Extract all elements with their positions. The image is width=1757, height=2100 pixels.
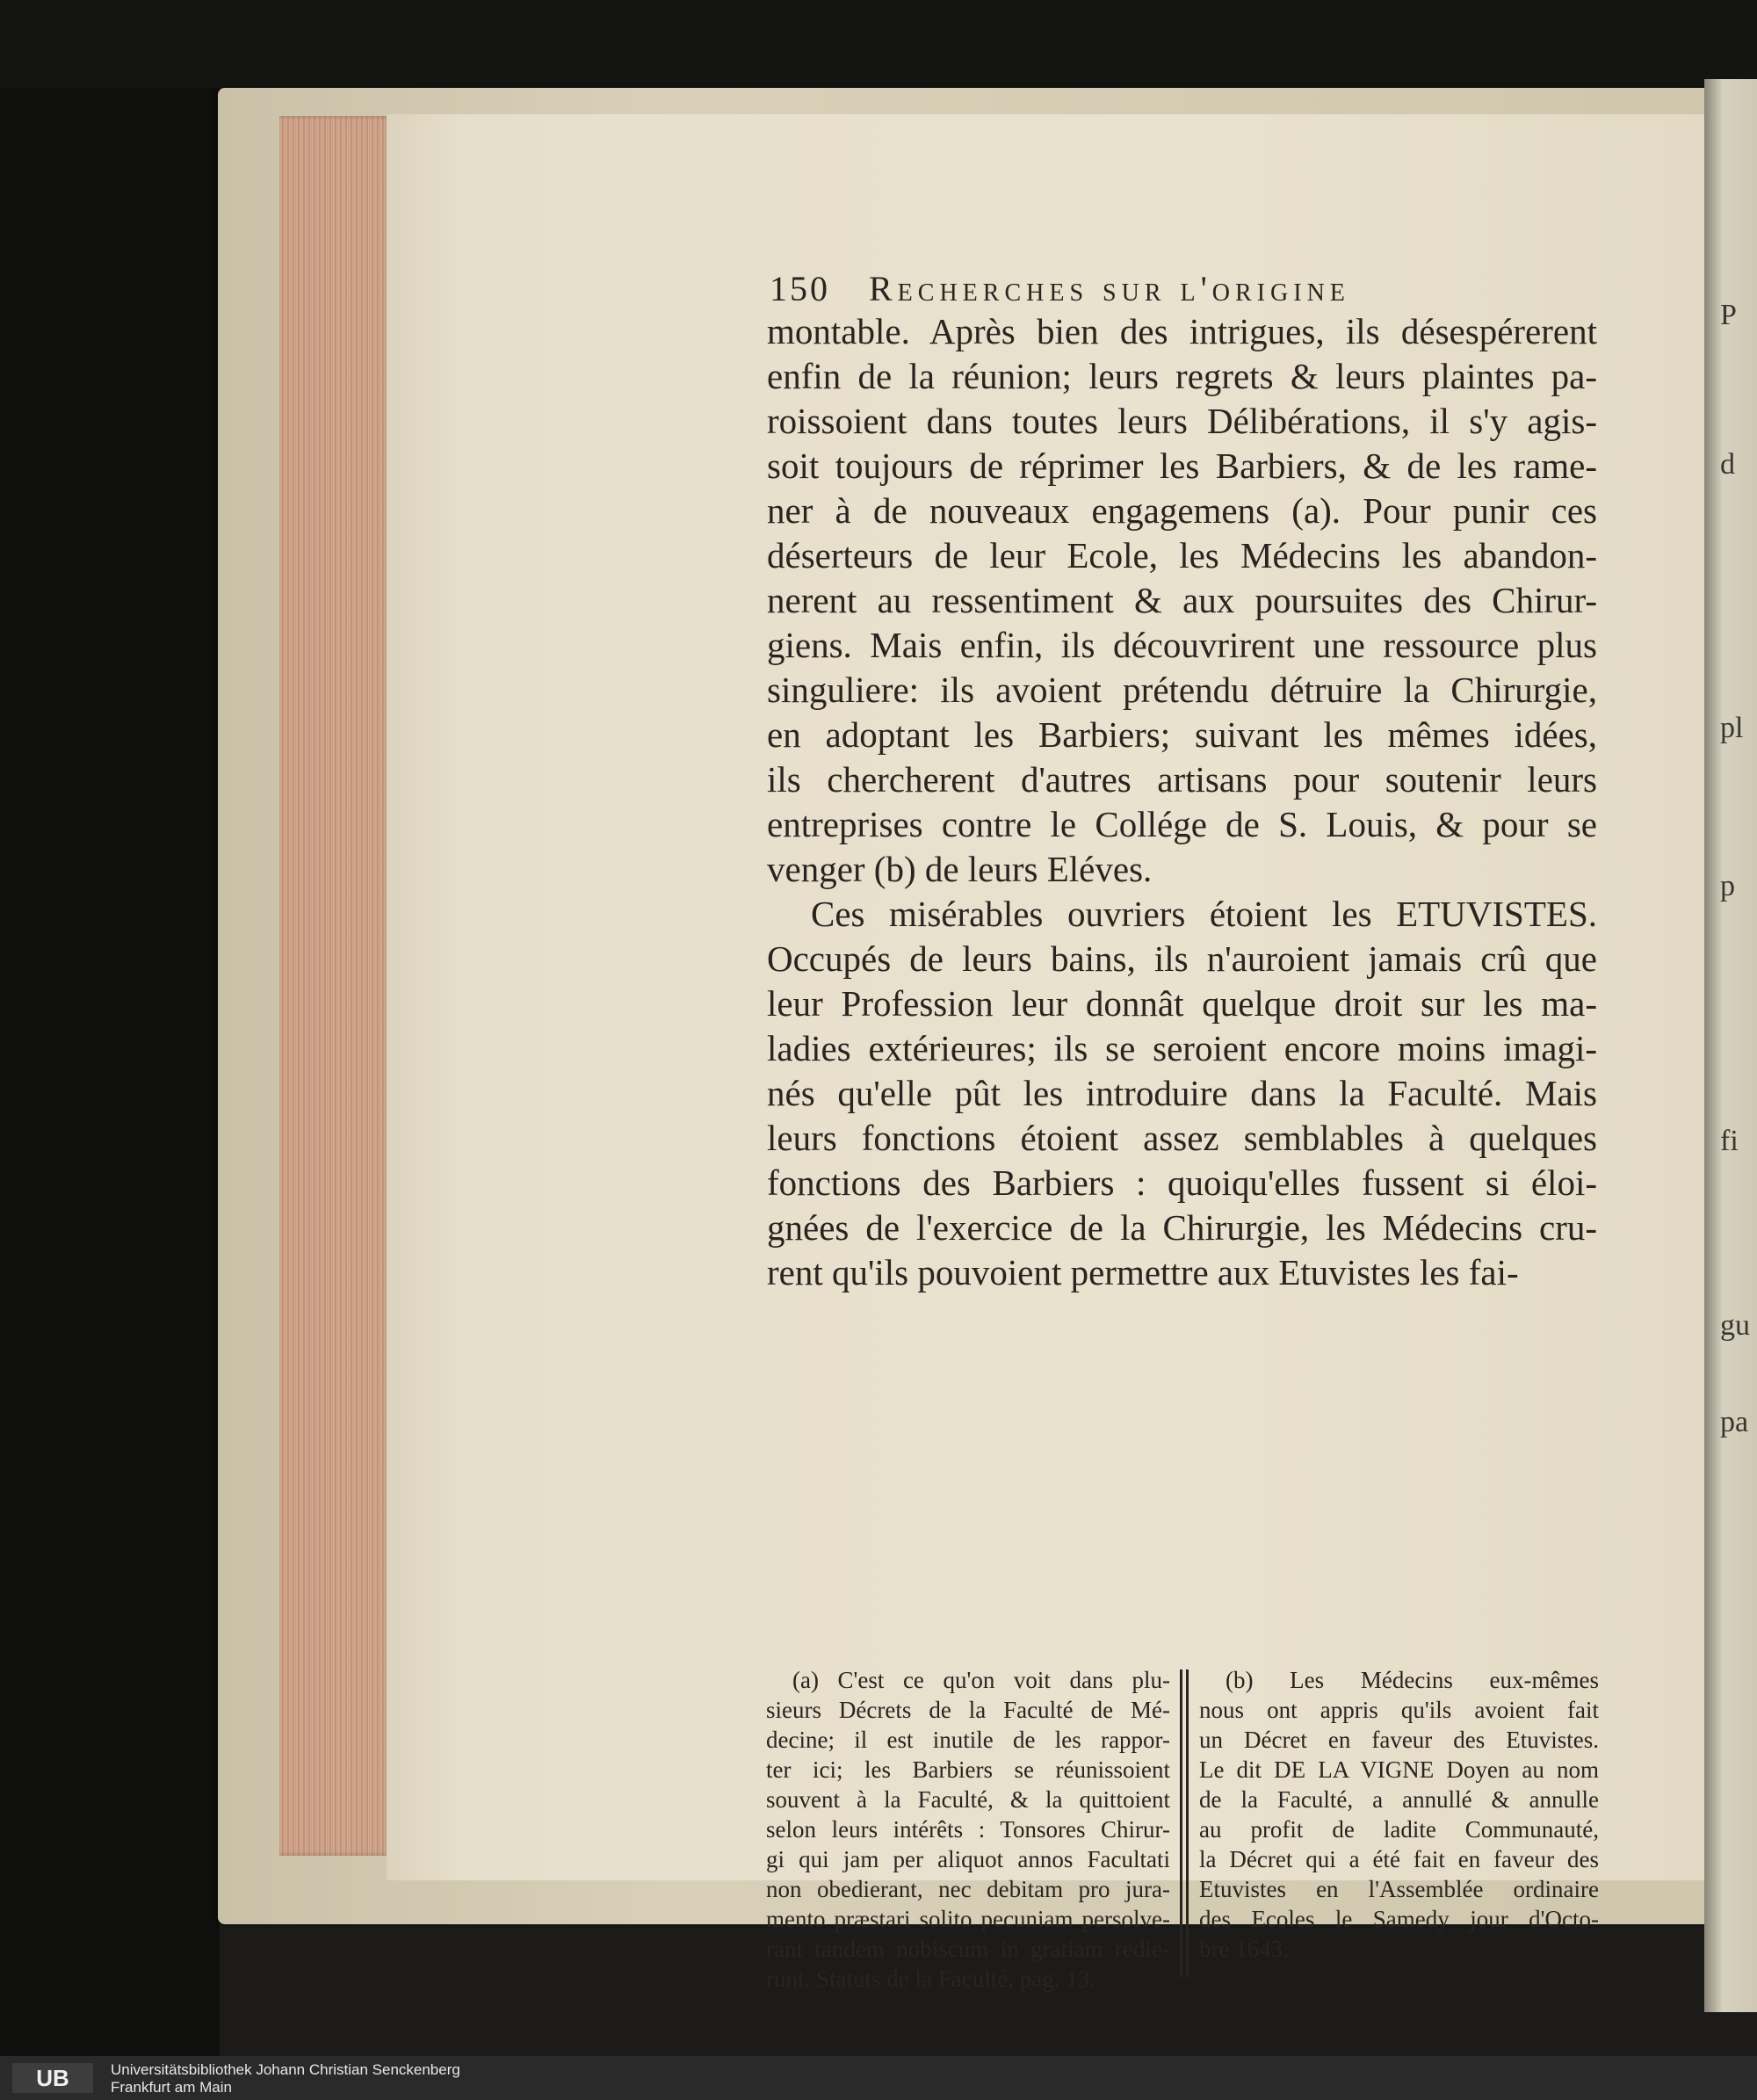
text-line: ner à de nouveaux engagemens (a). Pour punir ces xyxy=(767,490,1597,531)
column-rule xyxy=(1180,1669,1189,1977)
facing-page-edge xyxy=(1704,79,1757,2012)
running-header xyxy=(770,268,1543,312)
text-line: giens. Mais enfin, ils découvrirent une ressource plus xyxy=(767,625,1597,665)
page-number: 150 xyxy=(770,269,830,308)
text-line: en adoptant les Barbiers; suivant les mêmes idées, xyxy=(767,714,1597,755)
margin-fragment: d xyxy=(1720,448,1735,481)
text-line: entreprises contre le Collége de S. Louis, & pour se xyxy=(767,804,1597,844)
text-line: nous ont appris qu'ils avoient fait xyxy=(1199,1697,1599,1723)
text-line: nés qu'elle pût les introduire dans la Faculté. Mais xyxy=(767,1073,1597,1113)
text-line: leurs fonctions étoient assez semblables à quelques xyxy=(767,1118,1597,1158)
text-line: au profit de ladite Communauté, xyxy=(1199,1816,1599,1843)
body-text xyxy=(767,309,1597,1295)
ub-logo: UB xyxy=(12,2063,93,2093)
footnote-b xyxy=(1199,1665,1599,1964)
text-line: Le dit DE LA VIGNE Doyen au nom xyxy=(1199,1756,1599,1783)
margin-fragment: p xyxy=(1720,870,1735,902)
text-line: un Décret en faveur des Etuvistes. xyxy=(1199,1727,1599,1753)
text-line: des Ecoles le Samedy jour d'Octo- xyxy=(1199,1906,1599,1932)
margin-fragment: gu xyxy=(1720,1309,1750,1342)
library-footer xyxy=(0,2056,1757,2100)
margin-fragment: pa xyxy=(1720,1406,1749,1438)
text-line: déserteurs de leur Ecole, les Médecins les abandon- xyxy=(767,535,1597,576)
text-line: rent qu'ils pouvoient permettre aux Etuvistes les fai- xyxy=(767,1252,1519,1293)
text-line: (b) Les Médecins eux-mêmes xyxy=(1226,1667,1599,1693)
text-line: soit toujours de réprimer les Barbiers, & de les rame- xyxy=(767,445,1597,486)
text-line: Ces misérables ouvriers étoient les ETUVISTES. xyxy=(811,894,1597,934)
text-line: nerent au ressentiment & aux poursuites des Chirur- xyxy=(767,580,1597,620)
text-line: roissoient dans toutes leurs Délibérations, il s'y agis- xyxy=(767,401,1597,441)
text-line: non obedierant, nec debitam pro jura- xyxy=(766,1876,1170,1902)
text-line: sieurs Décrets de la Faculté de Mé- xyxy=(766,1697,1170,1723)
text-line: (a) C'est ce qu'on voit dans plu- xyxy=(792,1667,1170,1693)
text-line: enfin de la réunion; leurs regrets & leurs plaintes pa- xyxy=(767,356,1597,396)
margin-fragment: P xyxy=(1720,299,1737,331)
text-line: ils chercherent d'autres artisans pour soutenir leurs xyxy=(767,759,1597,800)
footnote-a xyxy=(766,1665,1170,1994)
text-line: decine; il est inutile de les rappor- xyxy=(766,1727,1170,1753)
text-line: mento præstari solito pecuniam persolve- xyxy=(766,1906,1170,1932)
text-line: Etuvistes en l'Assemblée ordinaire xyxy=(1199,1876,1599,1902)
running-head-title: Recherches sur l'origine xyxy=(869,269,1350,308)
text-line: venger (b) de leurs Eléves. xyxy=(767,849,1153,889)
scan-background-left xyxy=(0,0,220,2056)
margin-fragment: fi xyxy=(1720,1125,1739,1157)
text-line: bre 1643. xyxy=(1199,1936,1289,1962)
text-line: souvent à la Faculté, & la quittoient xyxy=(766,1786,1170,1813)
text-line: leur Profession leur donnât quelque droit sur les ma- xyxy=(767,983,1597,1024)
text-line: de la Faculté, a annullé & annulle xyxy=(1199,1786,1599,1813)
margin-fragment: pl xyxy=(1720,712,1744,744)
page-edges xyxy=(279,116,392,1856)
text-line: ter ici; les Barbiers se réunissoient xyxy=(766,1756,1170,1783)
text-line: fonctions des Barbiers : quoiqu'elles fussent si éloi- xyxy=(767,1162,1597,1203)
institution-city: Frankfurt am Main xyxy=(111,2079,232,2096)
text-line: Occupés de leurs bains, ils n'auroient jamais crû que xyxy=(767,938,1597,979)
text-line: gnées de l'exercice de la Chirurgie, les Médecins cru- xyxy=(767,1207,1597,1248)
text-line: gi qui jam per aliquot annos Facultati xyxy=(766,1846,1170,1872)
text-line: runt. Statuts de la Faculté, pag. 13. xyxy=(766,1966,1095,1992)
text-line: ladies extérieures; ils se seroient encore moins imagi- xyxy=(767,1028,1597,1068)
text-line: la Décret qui a été fait en faveur des xyxy=(1199,1846,1599,1872)
text-line: selon leurs intérêts : Tonsores Chirur- xyxy=(766,1816,1170,1843)
text-line: singuliere: ils avoient prétendu détruire la Chirurgie, xyxy=(767,670,1597,710)
scan-background-top xyxy=(0,0,1757,88)
text-line: montable. Après bien des intrigues, ils désespérerent xyxy=(767,311,1597,351)
text-line: rant tandem nobiscum in gratiam redie- xyxy=(766,1936,1170,1962)
institution-name: Universitätsbibliothek Johann Christian Senckenberg xyxy=(111,2061,460,2078)
